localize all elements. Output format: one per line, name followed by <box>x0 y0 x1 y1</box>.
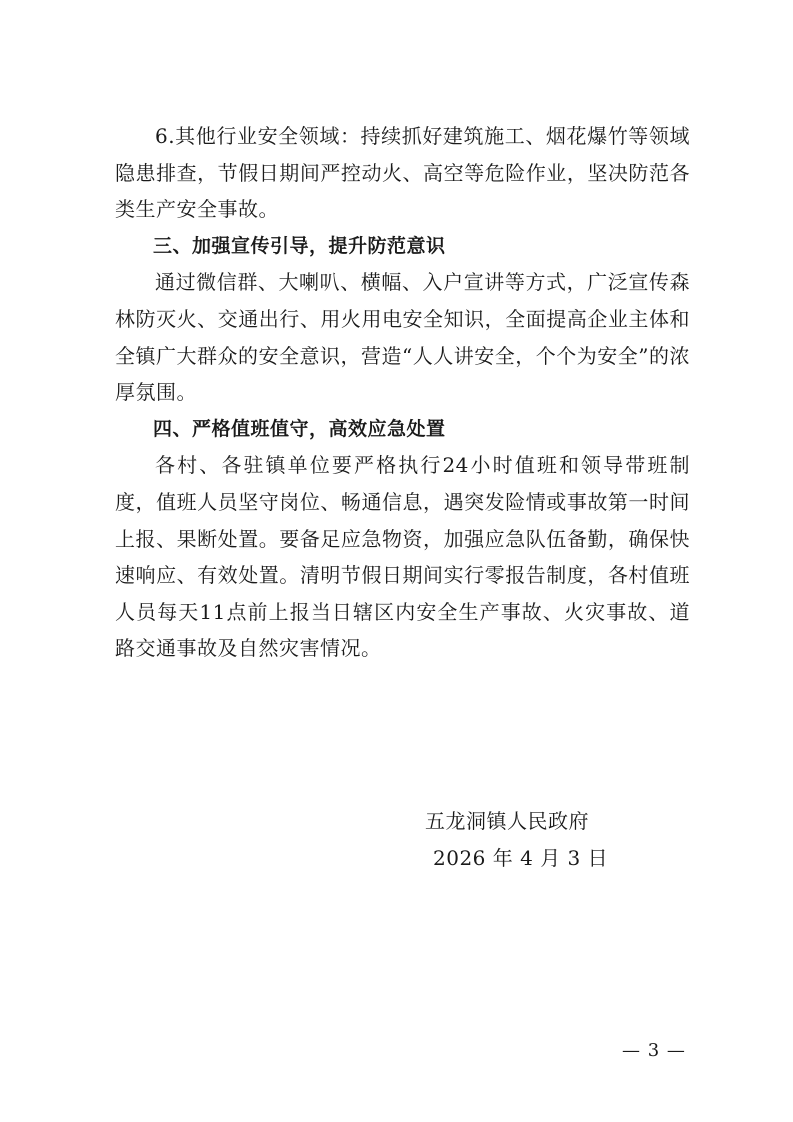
document-body <box>115 118 690 667</box>
signature-date: 2026 年 4 月 3 日 <box>433 846 609 870</box>
signature-block <box>425 803 665 877</box>
paragraph-duty: 各村、各驻镇单位要严格执行24小时值班和领导带班制度，值班人员坚守岗位、畅通信息，遇突发险情或事故第一时间上报、果断处置。要备足应急物资，加强应急队伍备勤，确保快速响应、有效处置。清明节假日期间实行零报告制度，各村值班人员每天11点前上报当日辖区内安全生产事故、火灾事故、道路交通事故及自然灾害情况。 <box>115 453 690 661</box>
signature-organization: 五龙洞镇人民政府 <box>425 809 589 833</box>
paragraph-other-industries: 6.其他行业安全领域：持续抓好建筑施工、烟花爆竹等领域隐患排查，节假日期间严控动火、高空等危险作业，坚决防范各类生产安全事故。 <box>115 124 690 222</box>
section-heading-publicity: 三、加强宣传引导，提升防范意识 <box>153 234 446 257</box>
page-number: — 3 — <box>622 1040 686 1061</box>
section-heading-duty: 四、严格值班值守，高效应急处置 <box>153 417 446 440</box>
paragraph-publicity: 通过微信群、大喇叭、横幅、入户宣讲等方式，广泛宣传森林防灭火、交通出行、用火用电安全知识，全面提高企业主体和全镇广大群众的安全意识，营造“人人讲安全，个个为安全”的浓厚氛围。 <box>115 270 690 405</box>
